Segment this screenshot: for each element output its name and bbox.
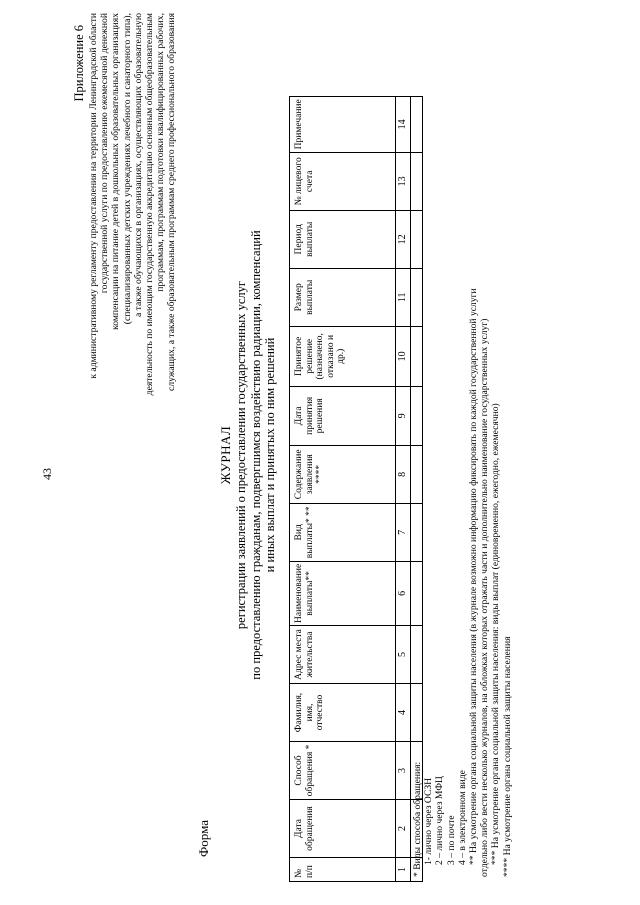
footnote-line: отдельно либо вести несколько журналов, на обложках которых отражать части и дополнительно наименование государственных услуг) [479,318,491,877]
column-number: 2 [396,800,411,858]
journal-table [289,96,423,882]
column-number: 12 [396,210,411,268]
journal-subtitle-line: и иных выплат и принятых по ним решений [263,337,277,573]
column-number: 11 [396,268,411,326]
column-number: 10 [396,326,411,386]
column-header: № п/п [290,858,396,882]
column-number: 6 [396,561,411,625]
column-number: 14 [396,96,411,152]
footnote-line: * Виды способа обращения: [412,761,423,877]
column-header: Принятое решение (назначено, отказано и др.) [290,326,396,386]
journal-subtitle [234,185,278,725]
appendix-description [88,13,178,405]
column-header: Примечание [290,96,396,152]
appendix-line: деятельность по имеющим государственную аккредитацию основным общеобразовательным [144,13,156,396]
column-header: Размер выплаты [290,268,396,326]
footnotes [412,17,513,877]
column-header: Способ обращения * [290,742,396,800]
column-header: Наименование выплаты** [290,561,396,625]
table-header-row [290,96,396,881]
column-header: Фамилия, имя, отчество [290,684,396,742]
footnote-line: 2 – лично через МФЦ [434,776,446,865]
column-number: 5 [396,626,411,684]
column-number: 3 [396,742,411,800]
column-header: № лицевого счета [290,152,396,210]
column-header: Период выплаты [290,210,396,268]
appendix-line: а также обучающихся в организациях, осуществляющих образовательную [132,13,144,317]
journal-subtitle-line: по предоставлению гражданам, подвергшимся воздействию радиации, компенсаций [248,230,263,680]
form-label: Форма [196,820,211,857]
footnote-line: 3 – по почте [445,815,457,865]
column-number: 8 [396,445,411,503]
column-header: Вид выплаты* ** [290,503,396,561]
footnote-line: 1- лично через ОСЗН [423,777,435,865]
journal-title: ЖУРНАЛ [218,425,233,485]
column-header: Дата принятия решения [290,386,396,445]
page-number: 43 [40,468,54,480]
column-number: 4 [396,684,411,742]
footnote-line: 4 – в электронном виде [456,770,468,865]
column-number: 9 [396,386,411,445]
appendix-line: к административному регламенту предоставления на территории Ленинградской области [88,13,99,379]
column-number: 13 [396,152,411,210]
column-header: Содержание заявления **** [290,445,396,503]
appendix-line: служащих, а также образовательным программам среднего профессионального образования [166,13,178,391]
column-number: 1 [396,858,411,882]
footnote-line: **** На усмотрение органа социальной защиты населения [501,636,513,877]
column-header: Дата обращения [290,800,396,858]
column-number: 7 [396,503,411,561]
appendix-line: государственной услуги по предоставлению ежемесячной денежной [99,13,111,294]
journal-subtitle-line: регистрации заявлений о предоставлении государственных услуг [234,280,248,630]
table-number-row [396,96,411,881]
appendix-line: компенсации на питание детей в дошкольных образовательных организациях [110,13,122,330]
appendix-line: программам, программам подготовки квалифицированных рабочих, [155,13,167,292]
footnote-line: *** На усмотрение органа социальной защиты населения: виды выплат (единовременно, ежегодно, ежемесячно) [490,403,502,865]
column-header: Адрес места жительства [290,626,396,684]
appendix-title: Приложение 6 [72,25,86,102]
appendix-line: (специализированных детских учреждениях лечебного и санаторного типа), [121,13,133,325]
footnote-line: ** На усмотрение органа социальной защиты населения (в журнале возможно информацию фиксировать по каждой государственной услуги [468,288,480,865]
